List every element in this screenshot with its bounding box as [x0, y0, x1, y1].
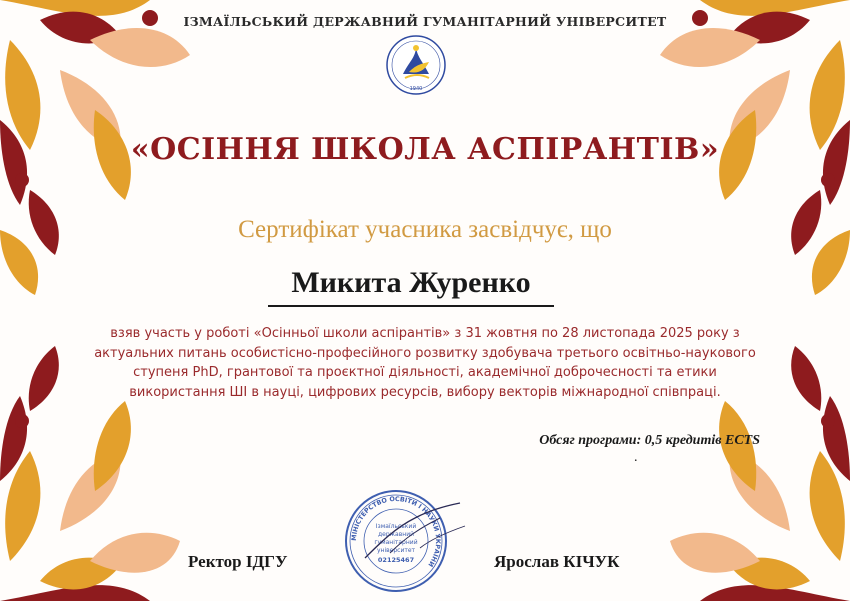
- seal-center-line: університет: [376, 547, 416, 554]
- recipient-name: Микита Журенко: [291, 266, 531, 299]
- emblem-year: 1940: [409, 86, 423, 92]
- certificate-title: «ОСІННЯ ШКОЛА АСПІРАНТІВ»: [130, 132, 720, 167]
- seal-center-line: державний: [378, 531, 414, 538]
- program-dot: .: [634, 450, 638, 465]
- certificate-subtitle: Сертифікат учасника засвідчує, що: [238, 216, 612, 243]
- rector-label: Ректор ІДГУ: [188, 552, 288, 571]
- handwritten-signature: [360, 498, 470, 568]
- seal-ring-text: МІНІСТЕРСТВО ОСВІТИ І НАУКИ УКРАЇНИ: [349, 494, 443, 569]
- name-underline: [268, 305, 554, 307]
- participation-description: взяв участь у роботі «Осінньої школи аспірантів» з 31 жовтня по 28 листопада 2025 року з актуальних питань особистісно-професійного розвитку здобувача третього освітньо-наукового ступеня PhD, грантової та проєктної діяльності, академічної доброчесності та етики використання ШІ в науці, цифрових ресурсів, вибору векторів міжнародної співпраці.: [94, 326, 756, 400]
- program-volume: Обсяг програми: 0,5 кредитів ECTS: [539, 433, 760, 448]
- seal-code: 02125467: [377, 556, 415, 564]
- university-name: ІЗМАЇЛЬСЬКИЙ ДЕРЖАВНИЙ ГУМАНІТАРНИЙ УНІВЕРСИТЕТ: [183, 14, 667, 29]
- seal-center-line: Ізмаїльський: [375, 523, 417, 530]
- seal-center-line: гуманітарний: [374, 539, 418, 546]
- university-emblem-icon: [385, 34, 447, 96]
- signer-name: Ярослав КІЧУК: [494, 552, 620, 571]
